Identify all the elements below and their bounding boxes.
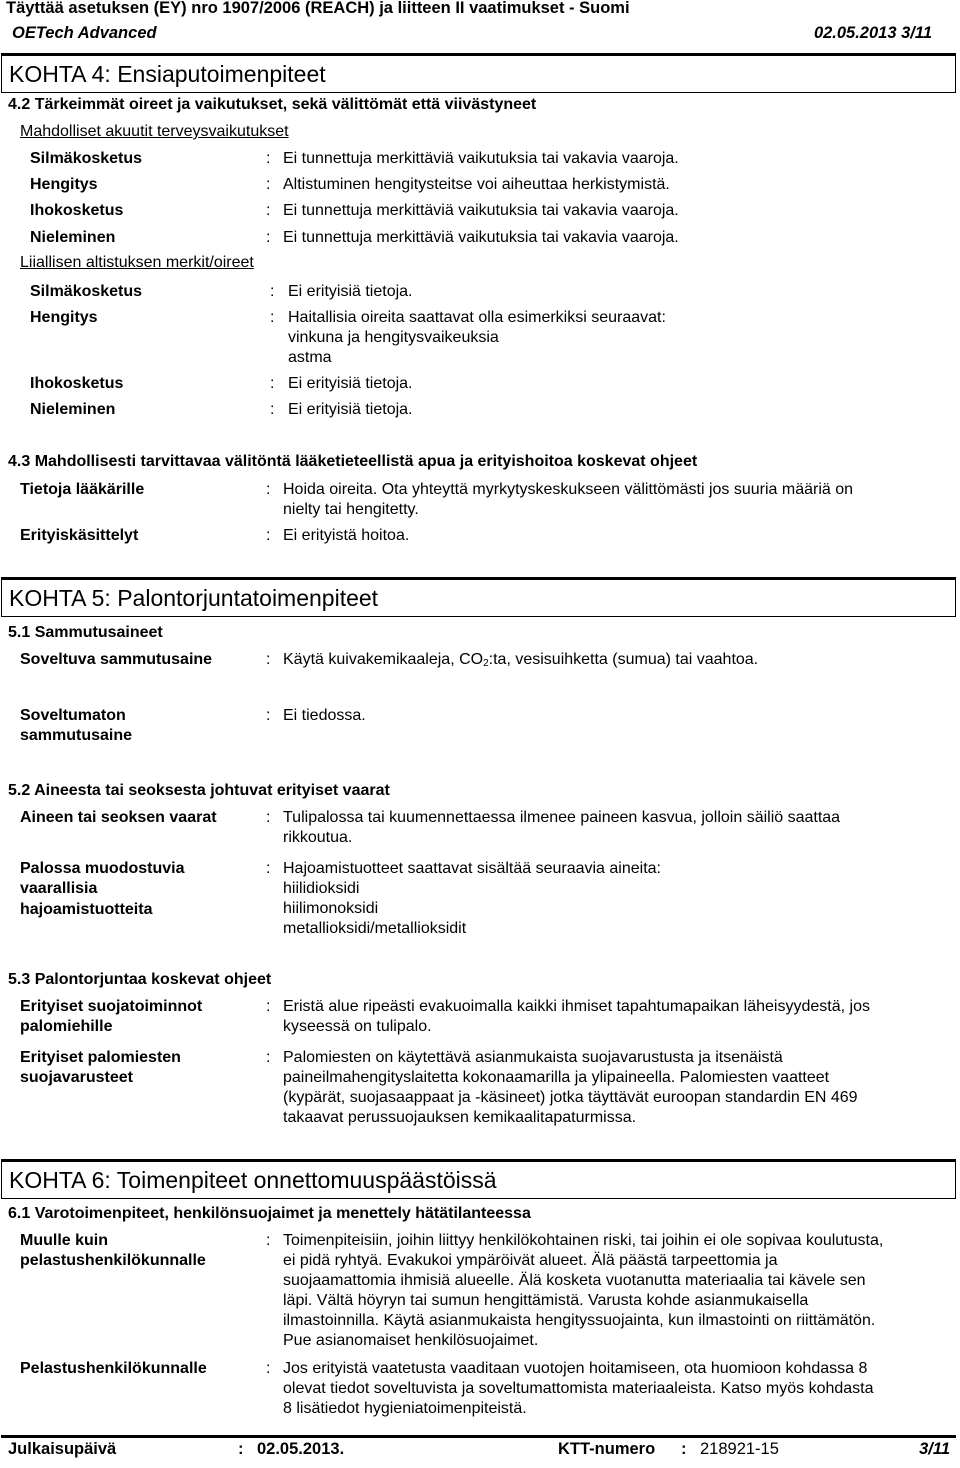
emergency-responders-value-3: 8 lisätiedot hygieniatoimenpiteistä. [283,1400,527,1417]
acute-ingestion-label: Nieleminen [30,229,116,246]
hazard-value-2: rikkoutua. [283,829,353,846]
acute-skin-value: Ei tunnettuja merkittäviä vaikutuksia tai vakavia vaaroja. [283,202,679,219]
hazard-value-1: Tulipalossa tai kuumennettaessa ilmenee paineen kasvua, jolloin säiliö saattaa [283,809,841,826]
acute-eye-label: Silmäkosketus [30,150,143,167]
firefighter-equipment-value-2: paineilmahengityslaitetta kokonaamarilla ja ylipaineella. Palomiesten vaatteet [283,1069,830,1086]
over-inhalation-value-3: astma [288,349,332,366]
colon: : [270,375,275,392]
product-name: OETech Advanced [12,24,157,42]
doctor-notes-label: Tietoja lääkärille [20,481,145,498]
section-5-header [1,577,956,617]
subsection-5-1: 5.1 Sammutusaineet [8,624,163,641]
colon: : [266,176,271,193]
colon: : [266,229,271,246]
acute-skin-label: Ihokosketus [30,202,124,219]
acute-ingestion-value: Ei tunnettuja merkittäviä vaikutuksia tai vakavia vaaroja. [283,229,679,246]
page-footer [1,1435,956,1468]
over-ingestion-value: Ei erityisiä tietoja. [288,401,413,418]
colon: : [266,481,271,498]
non-emergency-value-4: läpi. Vältä höyryn tai sumun hengittämistä. Varusta kohde asianmukaisella [283,1292,809,1309]
firefighter-equipment-label-2: suojavarusteet [20,1069,133,1086]
suitable-media-subscript: 2 [483,658,489,669]
suitable-media-value-b: :ta, vesisuihketta (sumua) tai vaahtoa. [488,651,759,668]
doctor-notes-value-2: nielty tai hengitetty. [283,501,419,518]
colon: : [266,1360,271,1377]
footer-page-number: 3/11 [919,1440,950,1458]
subsection-5-2: 5.2 Aineesta tai seoksesta johtuvat erityiset vaarat [8,782,390,799]
subsection-5-3: 5.3 Palontorjuntaa koskevat ohjeet [8,971,272,988]
doctor-notes-value-1: Hoida oireita. Ota yhteyttä myrkytyskeskukseen välittömästi jos suuria määriä on [283,481,854,498]
unsuitable-media-label-1: Soveltumaton [20,707,126,724]
non-emergency-value-1: Toimenpiteisiin, joihin liittyy henkilökohtainen riski, tai joihin ei ole sopivaa koulutusta, [283,1232,884,1249]
special-treatment-value: Ei erityistä hoitoa. [283,527,410,544]
colon: : [266,651,271,668]
colon: : [266,1049,271,1066]
over-ingestion-label: Nieleminen [30,401,116,418]
section-6-header [1,1159,956,1199]
over-inhalation-value-2: vinkuna ja hengitysvaikeuksia [288,329,499,346]
over-inhalation-label: Hengitys [30,309,98,326]
overexposure-heading: Liiallisen altistuksen merkit/oireet [20,254,254,271]
non-emergency-value-5: ilmastoinnilla. Käytä asianmukaista hengityssuojainta, kun ilmastointi on riittämätön. [283,1312,876,1329]
section-6-title: KOHTA 6: Toimenpiteet onnettomuuspäästöissä [9,1167,497,1193]
header-date-page: 02.05.2013 3/11 [813,24,932,42]
unsuitable-media-value: Ei tiedossa. [283,707,366,724]
colon: : [266,527,271,544]
colon: : [266,860,271,877]
non-emergency-value-6: Pue asianomaiset henkilösuojaimet. [283,1332,539,1349]
decomposition-value-1: Hajoamistuotteet saattavat sisältää seuraavia aineita: [283,860,661,877]
footer-date-value: 02.05.2013. [257,1440,345,1458]
acute-inhalation-label: Hengitys [30,176,98,193]
firefighter-equipment-label-1: Erityiset palomiesten [20,1049,181,1066]
colon: : [266,998,271,1015]
over-inhalation-value-1: Haitallisia oireita saattavat olla esimerkiksi seuraavat: [288,309,666,326]
colon: : [266,707,271,724]
over-skin-label: Ihokosketus [30,375,124,392]
decomposition-value-4: metallioksidi/metallioksidit [283,920,467,937]
colon: : [270,401,275,418]
decomposition-label-1: Palossa muodostuvia [20,860,185,877]
acute-effects-heading: Mahdolliset akuutit terveysvaikutukset [20,123,289,140]
colon: : [681,1440,687,1458]
document-top-title: Täyttää asetuksen (EY) nro 1907/2006 (REACH) ja liitteen II vaatimukset - Suomi [6,0,630,17]
non-emergency-value-2: ei pidä ryhtyä. Evakukoi ympäröivät alueet. Älä päästä tarpeettomia ja [283,1252,778,1269]
footer-date-label: Julkaisupäivä [8,1440,117,1458]
colon: : [266,202,271,219]
non-emergency-label-1: Muulle kuin [20,1232,108,1249]
footer-ktt-label: KTT-numero [558,1440,656,1458]
decomposition-value-2: hiilidioksidi [283,880,360,897]
footer-ktt-value: 218921-15 [700,1440,779,1458]
firefighter-actions-value-1: Eristä alue ripeästi evakuoimalla kaikki ihmiset tapahtumapaikan läheisyydestä, jos [283,998,870,1015]
subsection-4-2: 4.2 Tärkeimmät oireet ja vaikutukset, sekä välittömät että viivästyneet [8,96,537,113]
section-4-header [1,53,956,93]
unsuitable-media-label-2: sammutusaine [20,727,133,744]
non-emergency-value-3: suojaamattomia ihmisiä alueelle. Älä kosketa vuotanutta materiaalia tai kävele sen [283,1272,866,1289]
suitable-media-label: Soveltuva sammutusaine [20,651,213,668]
decomposition-label-2: vaarallisia [20,880,98,897]
special-treatment-label: Erityiskäsittelyt [20,527,139,544]
subsection-6-1: 6.1 Varotoimenpiteet, henkilönsuojaimet ja menettely hätätilanteessa [8,1205,531,1222]
emergency-responders-value-2: olevat tiedot soveltuvista ja soveltumattomista materiaaleista. Katso myös kohdasta [283,1380,874,1397]
colon: : [266,1232,271,1249]
decomposition-value-3: hiilimonoksidi [283,900,379,917]
section-5-title: KOHTA 5: Palontorjuntatoimenpiteet [9,585,379,611]
acute-eye-value: Ei tunnettuja merkittäviä vaikutuksia tai vakavia vaaroja. [283,150,679,167]
hazard-label: Aineen tai seoksen vaarat [20,809,217,826]
colon: : [270,309,275,326]
non-emergency-label-2: pelastushenkilökunnalle [20,1252,206,1269]
firefighter-equipment-value-4: takaavat perussuojauksen kemikaalitapaturmissa. [283,1109,637,1126]
subsection-4-3: 4.3 Mahdollisesti tarvittavaa välitöntä lääketieteellistä apua ja erityishoitoa koskevat ohjeet [8,453,698,470]
colon: : [270,283,275,300]
firefighter-equipment-value-3: (kypärät, suojasaappaat ja -käsineet) jotka täyttävät euroopan standardin EN 469 [283,1089,858,1106]
firefighter-actions-value-2: kyseessä on tulipalo. [283,1018,432,1035]
suitable-media-value [283,650,758,674]
colon: : [266,809,271,826]
suitable-media-value-a: Käytä kuivakemikaaleja, CO [283,651,484,668]
acute-inhalation-value: Altistuminen hengitysteitse voi aiheuttaa herkistymistä. [283,176,670,193]
colon: : [266,150,271,167]
emergency-responders-value-1: Jos erityistä vaatetusta vaaditaan vuotojen hoitamiseen, ota huomioon kohdassa 8 [283,1360,868,1377]
over-eye-label: Silmäkosketus [30,283,143,300]
firefighter-actions-label-2: palomiehille [20,1018,113,1035]
over-skin-value: Ei erityisiä tietoja. [288,375,413,392]
colon: : [238,1440,244,1458]
over-eye-value: Ei erityisiä tietoja. [288,283,413,300]
firefighter-actions-label-1: Erityiset suojatoiminnot [20,998,203,1015]
firefighter-equipment-value-1: Palomiesten on käytettävä asianmukaista suojavarustusta ja itsenäistä [283,1049,783,1066]
emergency-responders-label: Pelastushenkilökunnalle [20,1360,207,1377]
decomposition-label-3: hajoamistuotteita [20,901,153,918]
section-4-title: KOHTA 4: Ensiaputoimenpiteet [9,61,326,87]
